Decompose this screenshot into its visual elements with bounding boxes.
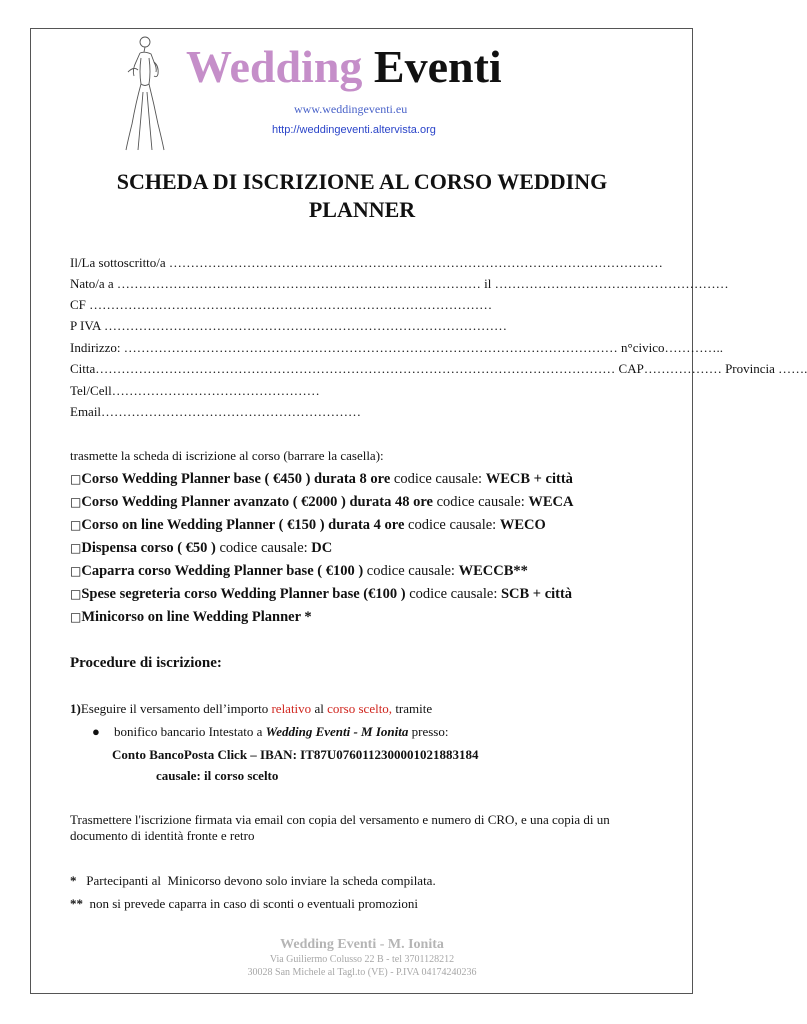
option-code: WECO — [499, 517, 546, 533]
checkbox-icon[interactable]: □ — [70, 564, 82, 578]
option-main: Minicorso on line Wedding Planner * — [81, 609, 312, 625]
option-label: codice causale: — [390, 471, 486, 487]
website-link[interactable]: www.weddingeventi.eu — [294, 102, 408, 116]
option-main: Spese segreteria corso Wedding Planner base (€100 ) — [81, 586, 406, 602]
field-piva[interactable]: P IVA ………………………………………………………………………………… — [70, 318, 507, 333]
brand-title-wedding: Wedding — [186, 41, 363, 92]
iban-line: Conto BancoPosta Click – IBAN: IT87U0760112300001021883184 — [112, 747, 479, 762]
bonifico-suffix: presso: — [408, 724, 449, 739]
footer-name: Wedding Eventi - M. Ionita — [280, 937, 444, 952]
footer-city: 30028 San Michele al Tagl.to (VE) - P.IVA 04174240236 — [247, 967, 477, 978]
checkbox-icon[interactable]: □ — [70, 587, 82, 601]
option-spese-segreteria[interactable] — [70, 586, 572, 603]
checkbox-icon[interactable]: □ — [70, 610, 82, 624]
option-code: WECB + città — [485, 471, 573, 487]
field-email[interactable]: Email…………………………………………………… — [70, 404, 362, 419]
field-nato[interactable]: Nato/a a ………………………………………………………………………… il ……………………………………………… — [70, 276, 729, 291]
note-minicorso — [70, 873, 436, 889]
bonifico-text: bonifico bancario Intestato a — [114, 724, 266, 739]
option-minicorso[interactable] — [70, 609, 312, 626]
option-code: DC — [311, 540, 333, 556]
option-code: WECCB** — [458, 563, 528, 579]
note-text: Partecipanti al Minicorso devono solo inviare la scheda compilata. — [76, 873, 436, 888]
field-citta[interactable]: Citta………………………………………………………………………………………………………… CAP……………… Provincia ……. — [70, 361, 807, 376]
field-tel[interactable]: Tel/Cell………………………………………… — [70, 383, 320, 398]
option-dispensa[interactable] — [70, 540, 332, 557]
option-main: Corso Wedding Planner avanzato ( €2000 ) durata 48 ore — [81, 494, 433, 510]
bullet-icon: ● — [92, 724, 100, 739]
step-text: tramite — [392, 701, 433, 716]
option-code: WECA — [528, 494, 574, 510]
altervista-link[interactable]: http://weddingeventi.altervista.org — [272, 124, 436, 136]
options-intro: trasmette la scheda di iscrizione al corso (barrare la casella): — [70, 448, 384, 463]
step-highlight-relativo: relativo — [271, 701, 312, 716]
step-highlight-corso: corso scelto, — [327, 701, 393, 716]
step-text: Eseguire il versamento dell’importo — [80, 701, 272, 716]
bonifico-bullet — [92, 724, 448, 740]
option-corso-online[interactable] — [70, 517, 546, 534]
note-mark: * — [70, 873, 77, 888]
procedure-step-1 — [70, 701, 432, 717]
field-indirizzo[interactable]: Indirizzo: …………………………………………………………………………………………………… n°civico………….. — [70, 340, 723, 355]
trasmettere-paragraph: Trasmettere l'iscrizione firmata via email con copia del versamento e numero di CRO, e una copia di un documento di identità fronte e retro — [70, 812, 610, 843]
footer-address: Via Guiliermo Colusso 22 B - tel 3701128212 — [269, 954, 455, 965]
checkbox-icon[interactable]: □ — [70, 472, 82, 486]
option-main: Corso Wedding Planner base ( €450 ) durata 8 ore — [81, 471, 391, 487]
bonifico-recipient: Wedding Eventi - M Ionita — [265, 724, 409, 739]
bride-figure-logo — [114, 32, 174, 152]
option-main: Dispensa corso ( €50 ) — [81, 540, 216, 556]
checkbox-icon[interactable]: □ — [70, 541, 82, 555]
step-number: 1) — [70, 701, 81, 716]
checkbox-icon[interactable]: □ — [70, 495, 82, 509]
step-text: al — [311, 701, 328, 716]
note-text: non si prevede caparra in caso di sconti o eventuali promozioni — [83, 896, 419, 911]
option-main: Corso on line Wedding Planner ( €150 ) durata 4 ore — [81, 517, 405, 533]
option-label: codice causale: — [363, 563, 459, 579]
option-label: codice causale: — [215, 540, 312, 556]
procedure-heading: Procedure di iscrizione: — [70, 655, 222, 671]
checkbox-icon[interactable]: □ — [70, 518, 82, 532]
note-caparra — [70, 896, 418, 912]
option-corso-base[interactable] — [70, 471, 573, 488]
brand-title — [186, 41, 502, 92]
option-corso-avanzato[interactable] — [70, 494, 574, 511]
option-label: codice causale: — [405, 586, 501, 602]
option-main: Caparra corso Wedding Planner base ( €100 ) — [81, 563, 364, 579]
option-label: codice causale: — [404, 517, 500, 533]
option-code: SCB + città — [500, 586, 573, 602]
causale-line: causale: il corso scelto — [156, 768, 279, 783]
note-mark: ** — [70, 896, 83, 911]
brand-title-eventi: Eventi — [373, 41, 502, 92]
option-caparra[interactable] — [70, 563, 528, 580]
option-label: codice causale: — [432, 494, 529, 510]
document-title: SCHEDA DI ISCRIZIONE AL CORSO WEDDING PLANNER — [116, 169, 608, 222]
field-cf[interactable]: CF ………………………………………………………………………………… — [70, 297, 493, 312]
field-sottoscritto[interactable]: Il/La sottoscritto/a …………………………………………………………………………………………………… — [70, 255, 663, 270]
